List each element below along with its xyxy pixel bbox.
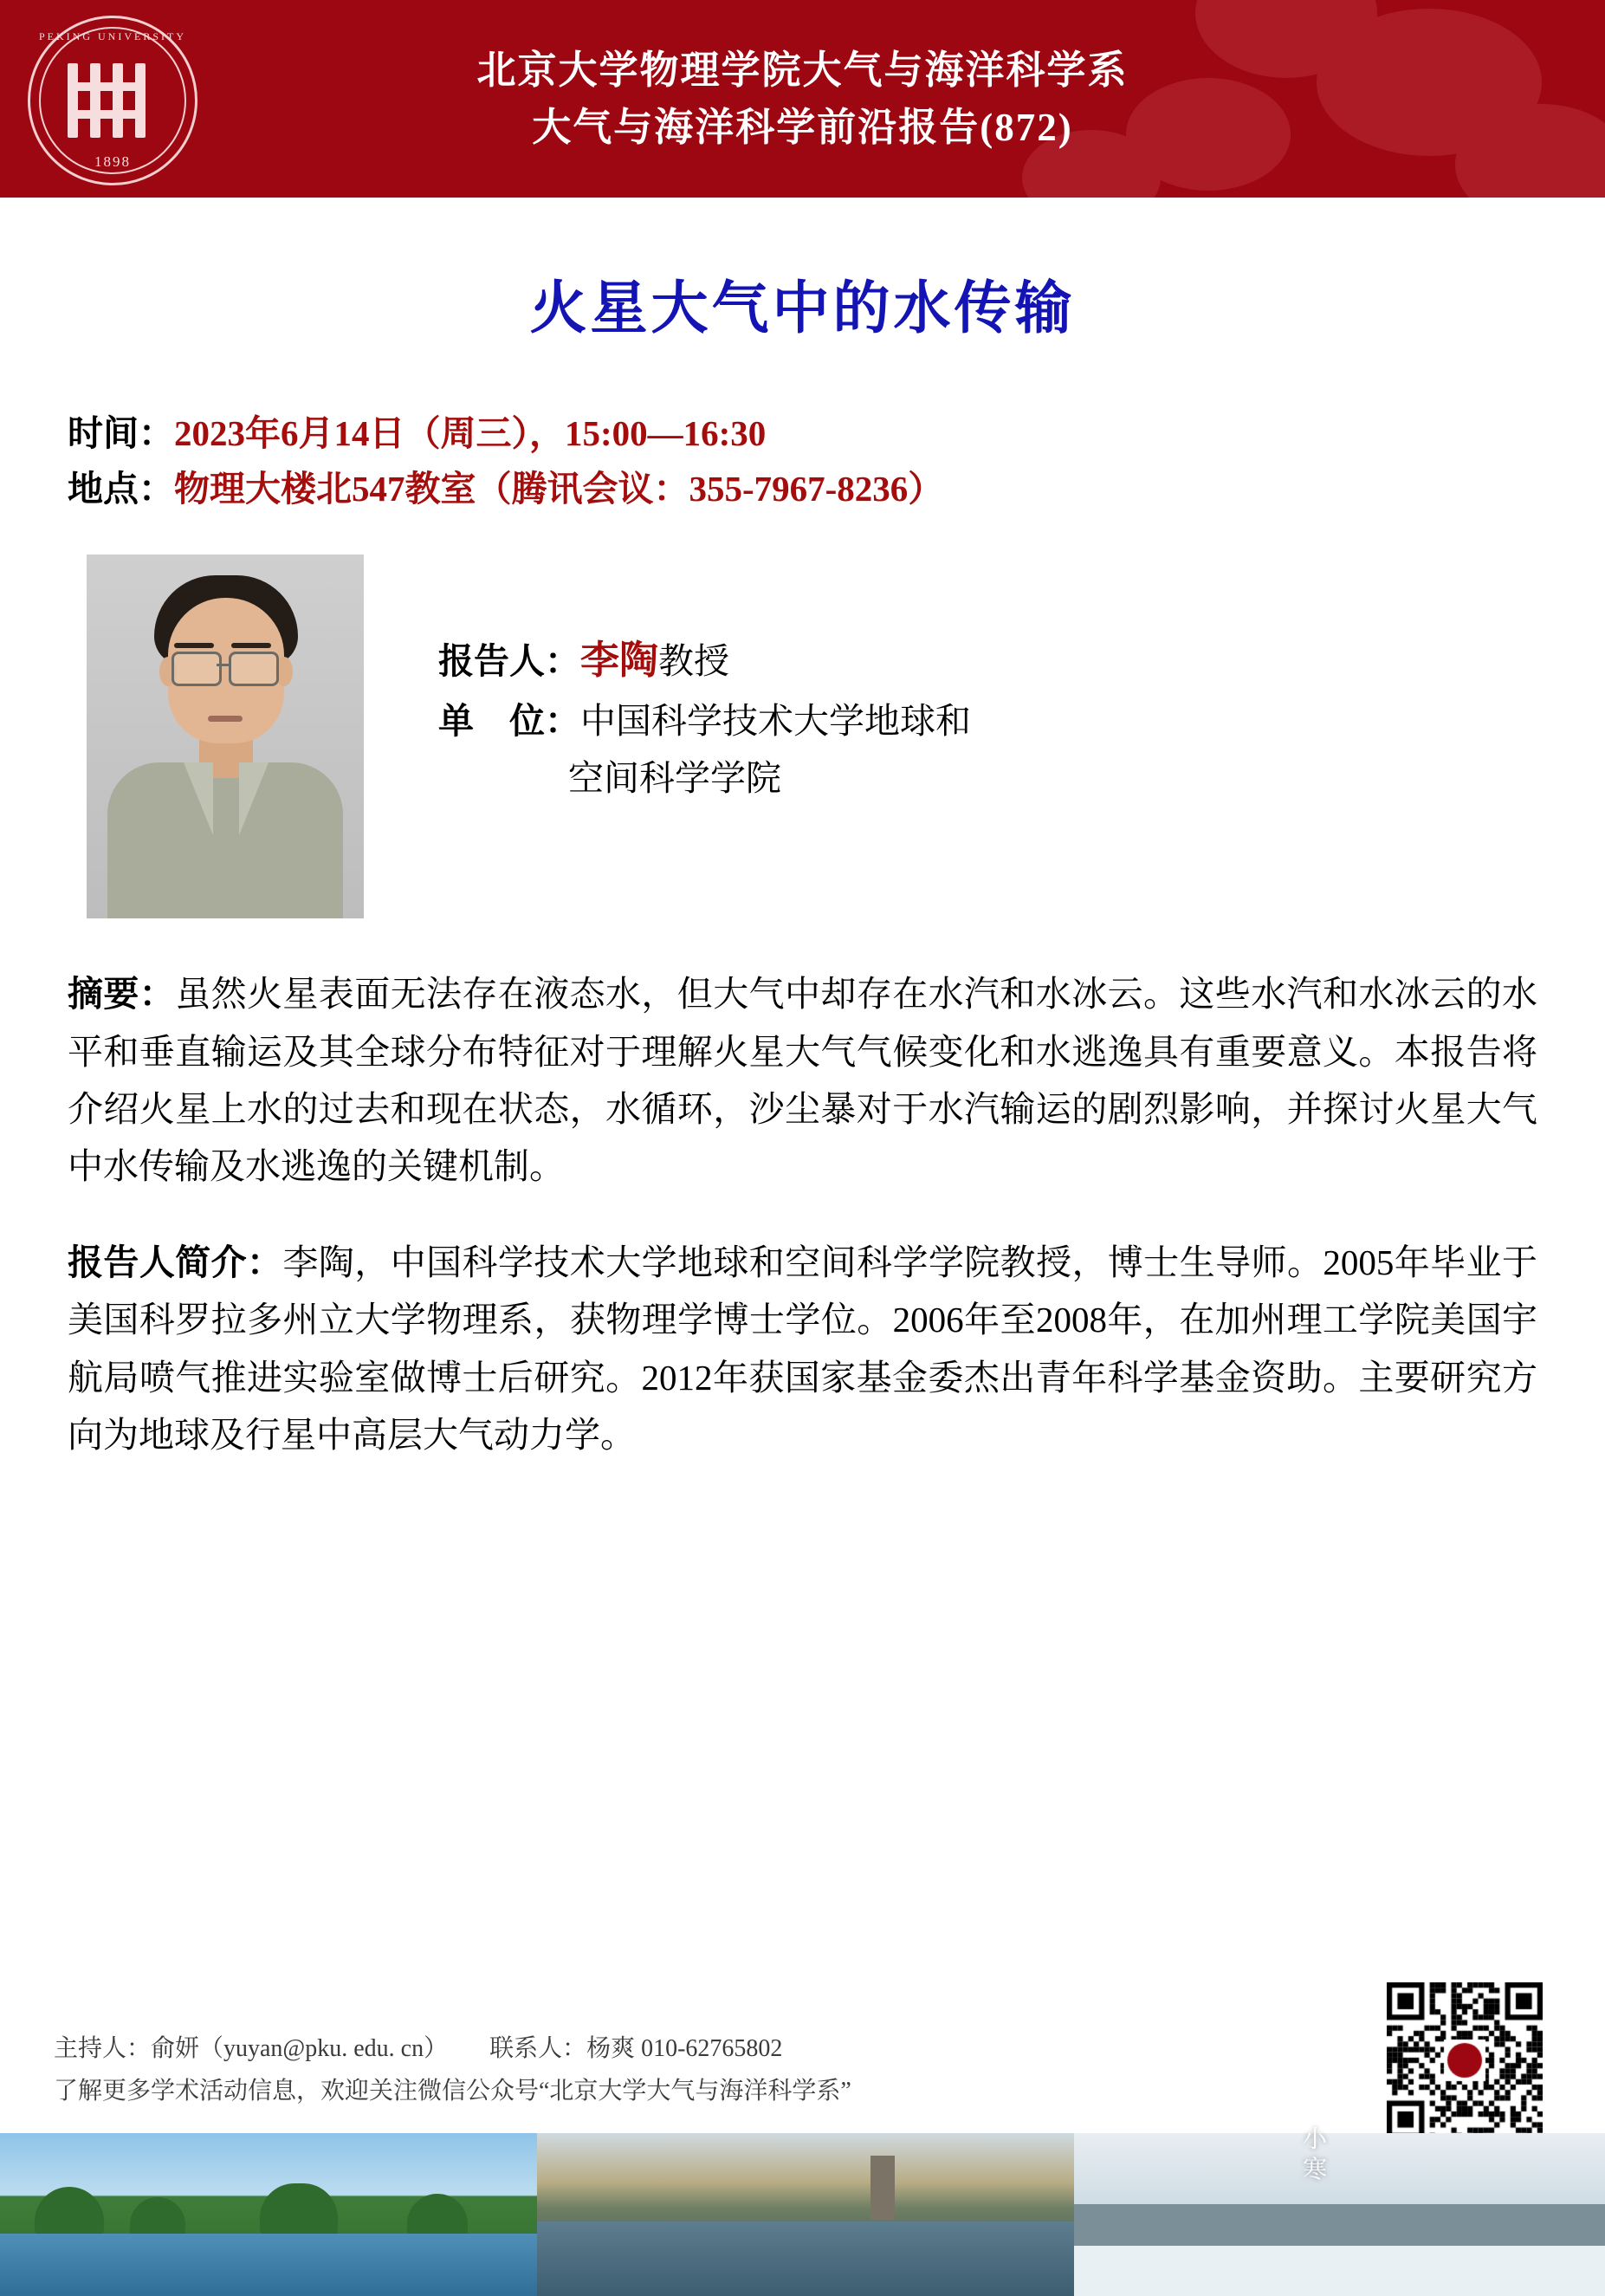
speaker-block: [68, 555, 1537, 918]
header-banner: [0, 0, 1605, 198]
speaker-portrait-photo: [87, 555, 364, 918]
season-label: 小寒: [1302, 2126, 1327, 2183]
footer-contact-row: [54, 2027, 851, 2070]
seal-year-text: 1898: [94, 153, 131, 170]
banner-department-title: 北京大学物理学院大气与海洋科学系: [476, 48, 1129, 92]
event-time-value: 2023年6月14日（周三），15:00—16:30: [174, 413, 767, 453]
speaker-name: 李陶: [580, 639, 659, 683]
seal-top-text: PEKING UNIVERSITY: [39, 30, 186, 42]
speaker-academic-title: 教授: [658, 641, 730, 682]
event-time-label: 时间：: [68, 413, 174, 453]
event-place-row: [68, 462, 1537, 517]
event-place-value: 物理大楼北547教室（腾讯会议：355-7967-8236）: [174, 468, 944, 509]
speaker-details: [438, 555, 971, 807]
biography-label: 报告人简介：: [68, 1242, 283, 1282]
footer-contact-person: 联系人：杨爽 010-62765802: [489, 2035, 783, 2062]
speaker-label: 报告人：: [438, 641, 580, 682]
wechat-qr-code: [1387, 1982, 1543, 2138]
affiliation-line-1: 中国科学技术大学地球和: [580, 700, 971, 741]
pku-seal-logo: [28, 16, 197, 185]
footer-contact-info: [54, 2027, 851, 2112]
seal-emblem: [68, 63, 158, 138]
speaker-name-row: [438, 629, 971, 692]
biography-paragraph: [68, 1234, 1537, 1464]
abstract-paragraph: [68, 965, 1537, 1196]
event-place-label: 地点：: [68, 468, 174, 509]
page-title: 火星大气中的水传输: [529, 277, 1076, 341]
affiliation-label: 单 位：: [438, 700, 580, 741]
speaker-affiliation-row: [438, 692, 971, 749]
abstract-text: 虽然火星表面无法存在液态水，但大气中却存在水汽和水冰云。这些水汽和水冰云的水平和垂直输运及其全球分布特征对于理解火星大气气候变化和水逃逸具有重要意义。本报告将介绍火星上水的过去和现在状态，水循环，沙尘暴对于水汽输运的剧烈影响，并探讨火星大气中水传输及水逃逸的关键机制。: [68, 974, 1537, 1187]
biography-text: 李陶，中国科学技术大学地球和空间科学学院教授，博士生导师。2005年毕业于美国科罗拉多州立大学物理系，获物理学博士学位。2006年至2008年，在加州理工学院美国宇航局喷气推进实验室做博士后研究。2012年获国家基金委杰出青年科学基金资助。主要研究方向为地球及行星中高层大气动力学。: [68, 1242, 1538, 1455]
event-meta: [68, 406, 1537, 516]
speaker-affiliation-row-2: [568, 749, 971, 807]
campus-photo-winter: [1074, 2133, 1605, 2296]
abstract-label: 摘要：: [68, 974, 176, 1015]
campus-photo-autumn: [537, 2133, 1074, 2296]
poster-content: [0, 262, 1605, 1463]
affiliation-line-2: 空间科学学院: [568, 758, 781, 799]
event-time-row: [68, 406, 1537, 462]
footer-wechat-row: 了解更多学术活动信息，欢迎关注微信公众号“北京大学大气与海洋科学系”: [54, 2078, 851, 2105]
banner-series-title: 大气与海洋科学前沿报告(872): [532, 106, 1073, 149]
campus-photo-spring: [0, 2133, 537, 2296]
campus-photo-strip: [0, 2133, 1605, 2296]
footer-host: 主持人：俞妍（yuyan@pku. edu. cn）: [54, 2035, 449, 2062]
